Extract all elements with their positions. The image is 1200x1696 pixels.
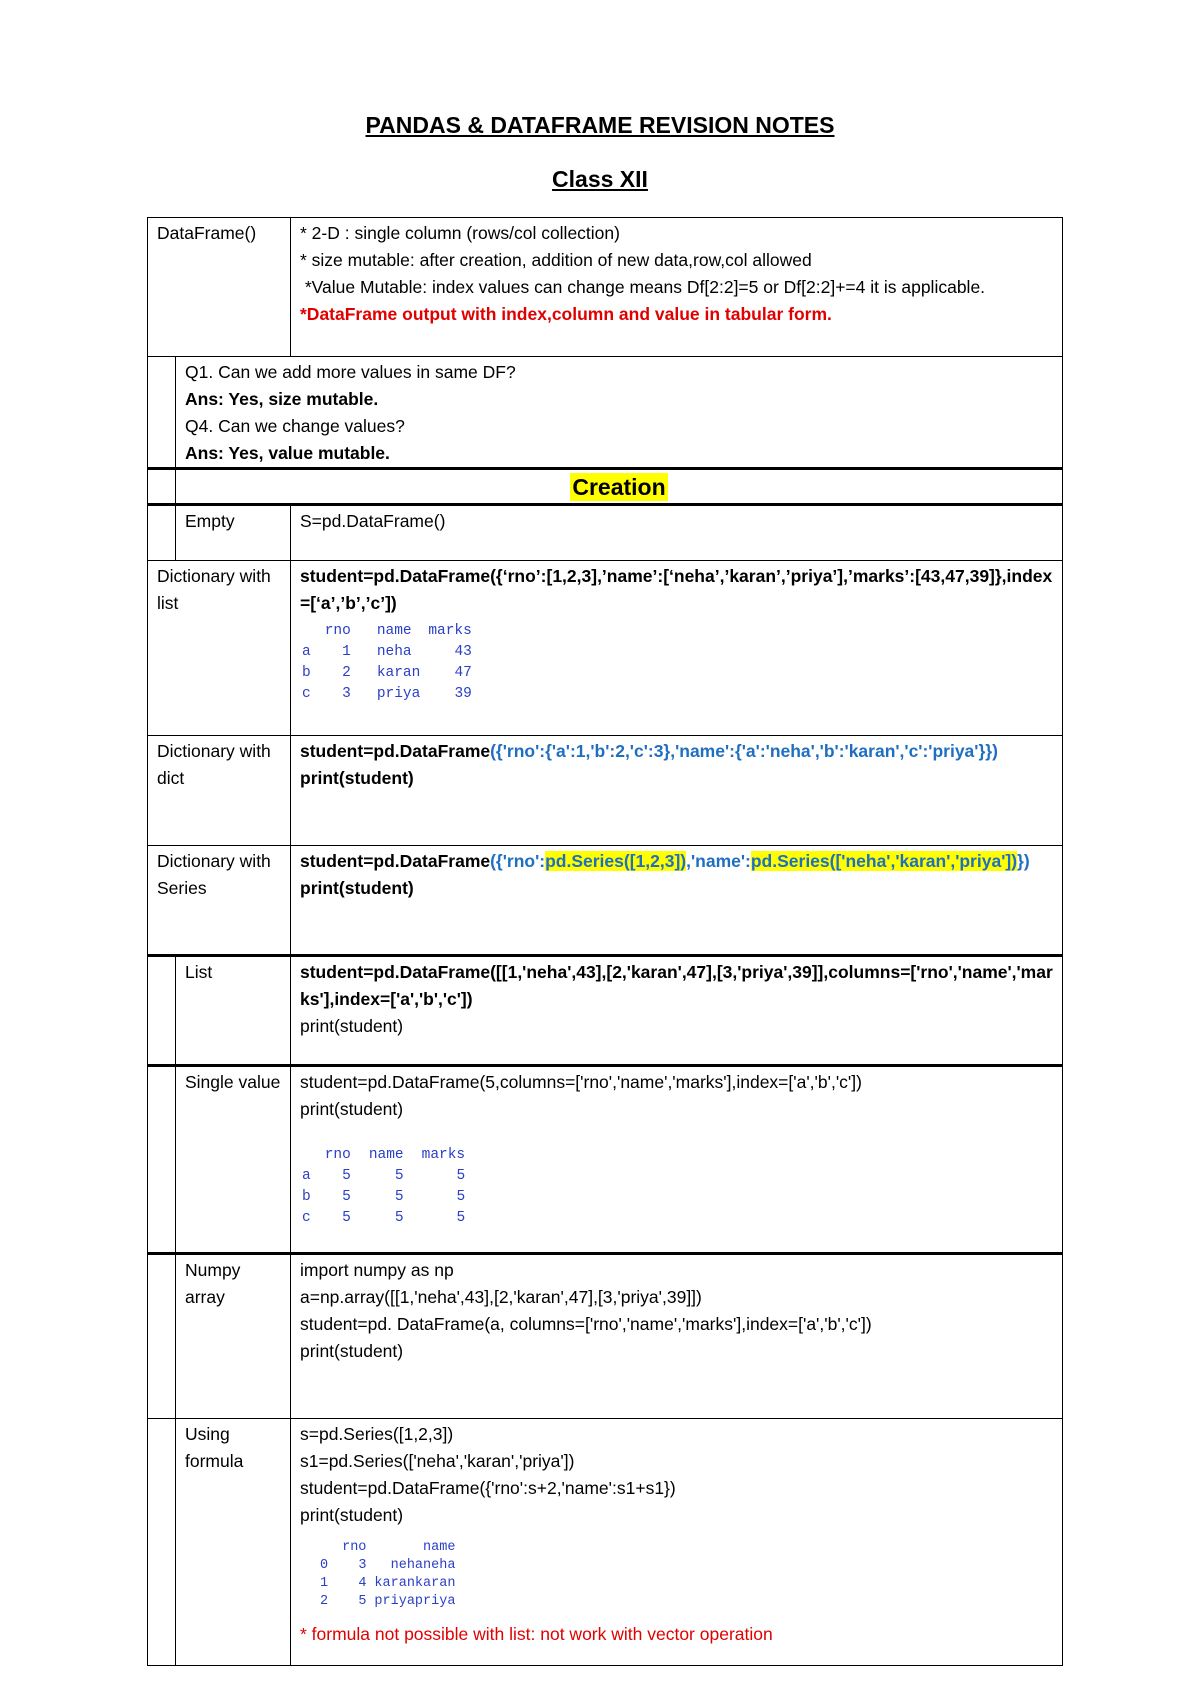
intro-content (291, 218, 1063, 357)
row-spacer (148, 1254, 176, 1419)
question-1: Q1. Can we add more values in same DF? (185, 362, 516, 382)
page-subtitle: Class XII (552, 166, 648, 192)
output-row (320, 1593, 463, 1611)
code-highlight: pd.Series([1,2,3]) (545, 851, 687, 871)
row-label: Dictionary with dict (148, 736, 291, 846)
output-row (302, 684, 480, 705)
output-index: 0 (320, 1558, 329, 1573)
output-row (320, 1575, 463, 1593)
output-col: name (376, 623, 412, 639)
row-dict-list (148, 561, 1063, 736)
row-label: Numpy array (176, 1254, 291, 1419)
page-title: PANDAS & DATAFRAME REVISION NOTES (365, 112, 835, 138)
row-code: student=pd.DataFrame([[1,'neha',43],[2,'karan',47],[3,'priya',39]],columns=['rno','name','marks'],index=['a','b','c']) (300, 962, 1053, 1009)
output-col: marks (421, 1147, 466, 1163)
code-part: student=pd.DataFrame (300, 741, 491, 761)
intro-row (148, 218, 1063, 357)
row-label: Dictionary with list (148, 561, 291, 736)
row-content (291, 1419, 1063, 1666)
output-index: 2 (320, 1594, 329, 1609)
section-heading-row (148, 469, 1063, 505)
intro-line: *Value Mutable: index values can change means Df[2:2]=5 or Df[2:2]+=4 it is applicable. (300, 277, 986, 297)
code-part: ({'rno':{'a':1,'b':2,'c':3},'name':{'a':'neha','b':'karan','c':'priya'}}) (490, 741, 998, 761)
row-label: List (176, 956, 291, 1066)
output-cell: 5 (456, 1168, 466, 1184)
output-cell: 1 (342, 644, 351, 660)
row-single-value (148, 1066, 1063, 1254)
code-part: student=pd.DataFrame (300, 851, 491, 871)
row-code (300, 738, 1053, 765)
output-cell: 5 (456, 1189, 466, 1205)
output-col: name (368, 1147, 404, 1163)
row-formula (148, 1419, 1063, 1666)
output-header (302, 621, 480, 642)
output-cell: karankaran (374, 1576, 456, 1591)
intro-line: * size mutable: after creation, addition of new data,row,col allowed (300, 250, 812, 270)
row-content (291, 846, 1063, 956)
output-header (302, 1145, 473, 1166)
row-content (291, 1066, 1063, 1254)
row-print: print(student) (300, 768, 414, 788)
output-index: c (302, 686, 311, 702)
row-code-line: print(student) (300, 1341, 404, 1361)
question-4: Q4. Can we change values? (185, 416, 405, 436)
code-part: }) (1017, 851, 1030, 871)
output-cell: 5 (342, 1168, 351, 1184)
intro-label: DataFrame() (148, 218, 291, 357)
intro-line: * 2-D : single column (rows/col collection) (300, 223, 620, 243)
output-table (302, 621, 480, 705)
heading-spacer (148, 469, 176, 505)
row-code: student=pd.DataFrame({‘rno’:[1,2,3],’name’:[‘neha’,’karan’,’priya’],’marks’:[43,47,39]},index=[‘a’,’b’,’c’]) (300, 566, 1053, 613)
output-cell: 5 (394, 1168, 404, 1184)
output-cell: 5 (342, 1189, 351, 1205)
section-heading-cell (176, 469, 1063, 505)
output-cell: 5 (394, 1210, 404, 1226)
row-spacer (148, 956, 176, 1066)
output-table (320, 1539, 463, 1611)
row-code-line: s1=pd.Series(['neha','karan','priya']) (300, 1451, 575, 1471)
row-code-line: s=pd.Series([1,2,3]) (300, 1424, 454, 1444)
output-cell: neha (376, 644, 412, 660)
notes-table (147, 217, 1063, 1666)
output-table (302, 1145, 473, 1229)
row-code: student=pd.DataFrame(5,columns=['rno','name','marks'],index=['a','b','c']) (300, 1072, 862, 1092)
output-cell: 5 (456, 1210, 466, 1226)
output-col: name (423, 1540, 456, 1555)
output-cell: 5 (358, 1594, 367, 1609)
output-col: rno (324, 1147, 351, 1163)
qa-content (176, 357, 1063, 469)
output-cell: priyapriya (374, 1594, 456, 1609)
output-row (302, 1208, 473, 1229)
answer-4: Ans: Yes, value mutable. (185, 443, 390, 463)
row-empty (148, 505, 1063, 561)
row-code-line: a=np.array([[1,'neha',43],[2,'karan',47],[3,'priya',39]]) (300, 1287, 702, 1307)
output-cell: 3 (358, 1558, 367, 1573)
row-print: print(student) (300, 878, 414, 898)
output-row (302, 1187, 473, 1208)
output-cell: karan (376, 665, 421, 681)
code-highlight: pd.Series(['neha','karan','priya']) (750, 851, 1018, 871)
row-spacer (148, 505, 176, 561)
intro-highlight: *DataFrame output with index,column and value in tabular form. (300, 304, 832, 324)
output-row (320, 1557, 463, 1575)
row-code: S=pd.DataFrame() (291, 505, 1063, 561)
row-code-line: import numpy as np (300, 1260, 454, 1280)
row-content (291, 956, 1063, 1066)
output-cell: priya (376, 686, 421, 702)
row-print: print(student) (300, 1016, 404, 1036)
output-cell: 3 (342, 686, 351, 702)
output-cell: nehaneha (390, 1558, 456, 1573)
row-label: Empty (176, 505, 291, 561)
output-cell: 4 (358, 1576, 367, 1591)
output-cell: 5 (342, 1210, 351, 1226)
row-code (300, 848, 1053, 875)
row-content (291, 1254, 1063, 1419)
output-row (302, 663, 480, 684)
code-part: ({'rno': (490, 851, 546, 871)
row-content (291, 736, 1063, 846)
row-label: Single value (176, 1066, 291, 1254)
row-label: Using formula (176, 1419, 291, 1666)
code-part: ,'name': (686, 851, 751, 871)
output-cell: 39 (454, 686, 472, 702)
output-row (302, 1166, 473, 1187)
output-index: c (302, 1210, 311, 1226)
row-dict-series (148, 846, 1063, 956)
output-index: a (302, 1168, 311, 1184)
qa-row (148, 357, 1063, 469)
output-col: rno (342, 1540, 367, 1555)
output-cell: 5 (394, 1189, 404, 1205)
row-spacer (148, 1419, 176, 1666)
output-col: rno (324, 623, 351, 639)
row-code-line: student=pd.DataFrame({'rno':s+2,'name':s1+s1}) (300, 1478, 676, 1498)
answer-1: Ans: Yes, size mutable. (185, 389, 379, 409)
row-spacer (148, 1066, 176, 1254)
output-cell: 43 (454, 644, 472, 660)
section-heading: Creation (572, 474, 666, 500)
output-row (302, 642, 480, 663)
output-cell: 47 (454, 665, 472, 681)
formula-note: * formula not possible with list: not work with vector operation (300, 1624, 773, 1644)
row-numpy (148, 1254, 1063, 1419)
output-index: 1 (320, 1576, 329, 1591)
row-print: print(student) (300, 1099, 404, 1119)
qa-spacer (148, 357, 176, 469)
output-index: a (302, 644, 311, 660)
row-list (148, 956, 1063, 1066)
row-content (291, 561, 1063, 736)
output-col: marks (428, 623, 472, 639)
row-code-line: student=pd. DataFrame(a, columns=['rno','name','marks'],index=['a','b','c']) (300, 1314, 872, 1334)
row-label: Dictionary with Series (148, 846, 291, 956)
output-index: b (302, 1189, 311, 1205)
output-index: b (302, 665, 311, 681)
output-cell: 2 (342, 665, 351, 681)
output-header (320, 1539, 463, 1557)
row-code-line: print(student) (300, 1505, 404, 1525)
row-dict-dict (148, 736, 1063, 846)
